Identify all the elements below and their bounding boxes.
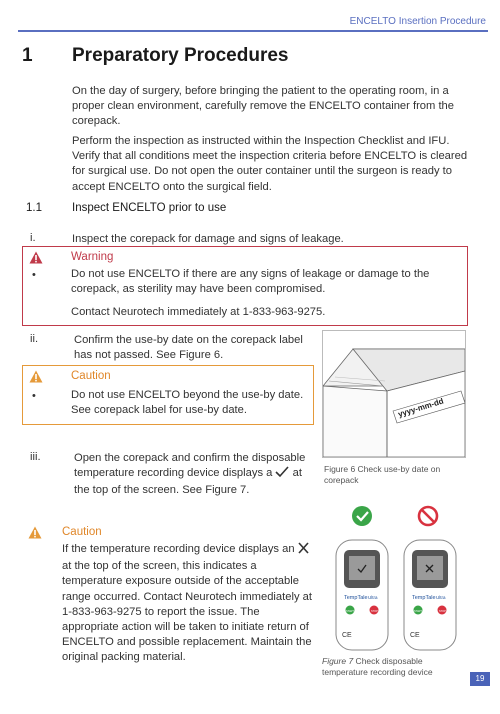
caution-label: Caution [71, 370, 111, 382]
page-number: 19 [470, 672, 490, 686]
start-label: START [346, 610, 354, 613]
caution-2-text-before: If the temperature recording device displays an [62, 543, 295, 555]
ce-mark: CE [342, 632, 352, 639]
caution-triangle-icon [28, 526, 42, 539]
warning-bullet-text: Do not use ENCELTO if there are any signs of leakage or damage to the corepack, as sterility may have been compromised. [71, 268, 430, 296]
caution-triangle-icon [29, 370, 43, 383]
item-iii-text [74, 451, 306, 499]
warning-box [22, 246, 468, 326]
header-rule [18, 30, 488, 32]
warning-contact-text: Contact Neurotech immediately at 1-833-963-9275. [71, 306, 326, 318]
stop-label: STOP [371, 610, 378, 613]
warning-label: Warning [71, 251, 114, 263]
temperature-devices-illustration [318, 500, 470, 656]
checkmark-icon [275, 466, 289, 483]
item-iii-numeral: iii. [30, 451, 41, 463]
item-i-numeral: i. [30, 232, 36, 244]
bullet-icon: • [32, 390, 36, 402]
stop-label: STOP [439, 610, 446, 613]
header-title: ENCELTO Insertion Procedure [349, 16, 486, 27]
corepack-illustration [323, 331, 465, 457]
item-ii-numeral: ii. [30, 333, 39, 345]
device-brand: TempTale [412, 595, 436, 601]
x-mark-icon [298, 542, 309, 559]
figure-6-caption: Figure 6 Check use-by date on corepack [324, 464, 441, 485]
device-brand-suffix: Ultra [436, 595, 446, 600]
figure-7-caption [322, 656, 468, 678]
figure-7-caption-label: Figure 7 [322, 656, 354, 666]
figure-7-image [318, 500, 470, 656]
subsection-number: 1.1 [26, 202, 42, 214]
section-number: 1 [22, 45, 33, 66]
item-ii-text: Confirm the use-by date on the corepack label has not passed. See Figure 6. [74, 334, 303, 362]
device-brand: TempTale [344, 595, 368, 601]
intro-paragraph-1: On the day of surgery, before bringing the patient to the operating room, in a proper clean environment, carefully remove the ENCELTO container from the corepack. [72, 85, 455, 128]
start-label: START [414, 610, 422, 613]
caution-2-label: Caution [62, 526, 102, 538]
caution-block-2 [22, 524, 314, 684]
caution-2-text-after: at the top of the screen, this indicates a temperature exposure outside of the acceptable range occurred. Contact Neurotech immediately at 1-833-963-9275 to report the issue. The appropriate action will be taken to initiate return of ENCELTO and possible replacement. Maintain the original packing material. [62, 560, 312, 664]
caution-box-1 [22, 365, 314, 425]
ok-check-circle-icon [352, 506, 372, 526]
device-bad [404, 540, 456, 650]
ce-mark: CE [410, 632, 420, 639]
device-ok [336, 540, 388, 650]
bullet-icon: • [32, 269, 36, 281]
item-iii-text-after: at the top of the screen. See Figure 7. [74, 467, 302, 497]
figure-7-caption-text: Check disposable temperature recording device [322, 656, 433, 677]
device-brand-suffix: Ultra [368, 595, 378, 600]
use-by-date-label: yyyy-mm-dd [396, 396, 445, 419]
prohibited-circle-icon [419, 507, 437, 525]
caution-1-text: Do not use ENCELTO beyond the use-by date. See corepack label for use-by date. [71, 389, 304, 417]
item-iii-text-before: Open the corepack and confirm the disposable temperature recording device displays a [74, 452, 306, 480]
subsection-title: Inspect ENCELTO prior to use [72, 202, 227, 214]
item-i-text: Inspect the corepack for damage and signs of leakage. [72, 233, 344, 245]
caution-2-text [62, 542, 314, 666]
section-title: Preparatory Procedures [72, 45, 289, 66]
intro-paragraph-2: Perform the inspection as instructed within the Inspection Checklist and IFU. Verify that all conditions meet the inspection criteria before ENCELTO is cleared for surgical use. Do not open the outer container until the surgeon is ready to accept ENCELTO onto the surgical field. [72, 135, 468, 193]
warning-triangle-icon [29, 251, 43, 264]
figure-6-image [322, 330, 466, 458]
